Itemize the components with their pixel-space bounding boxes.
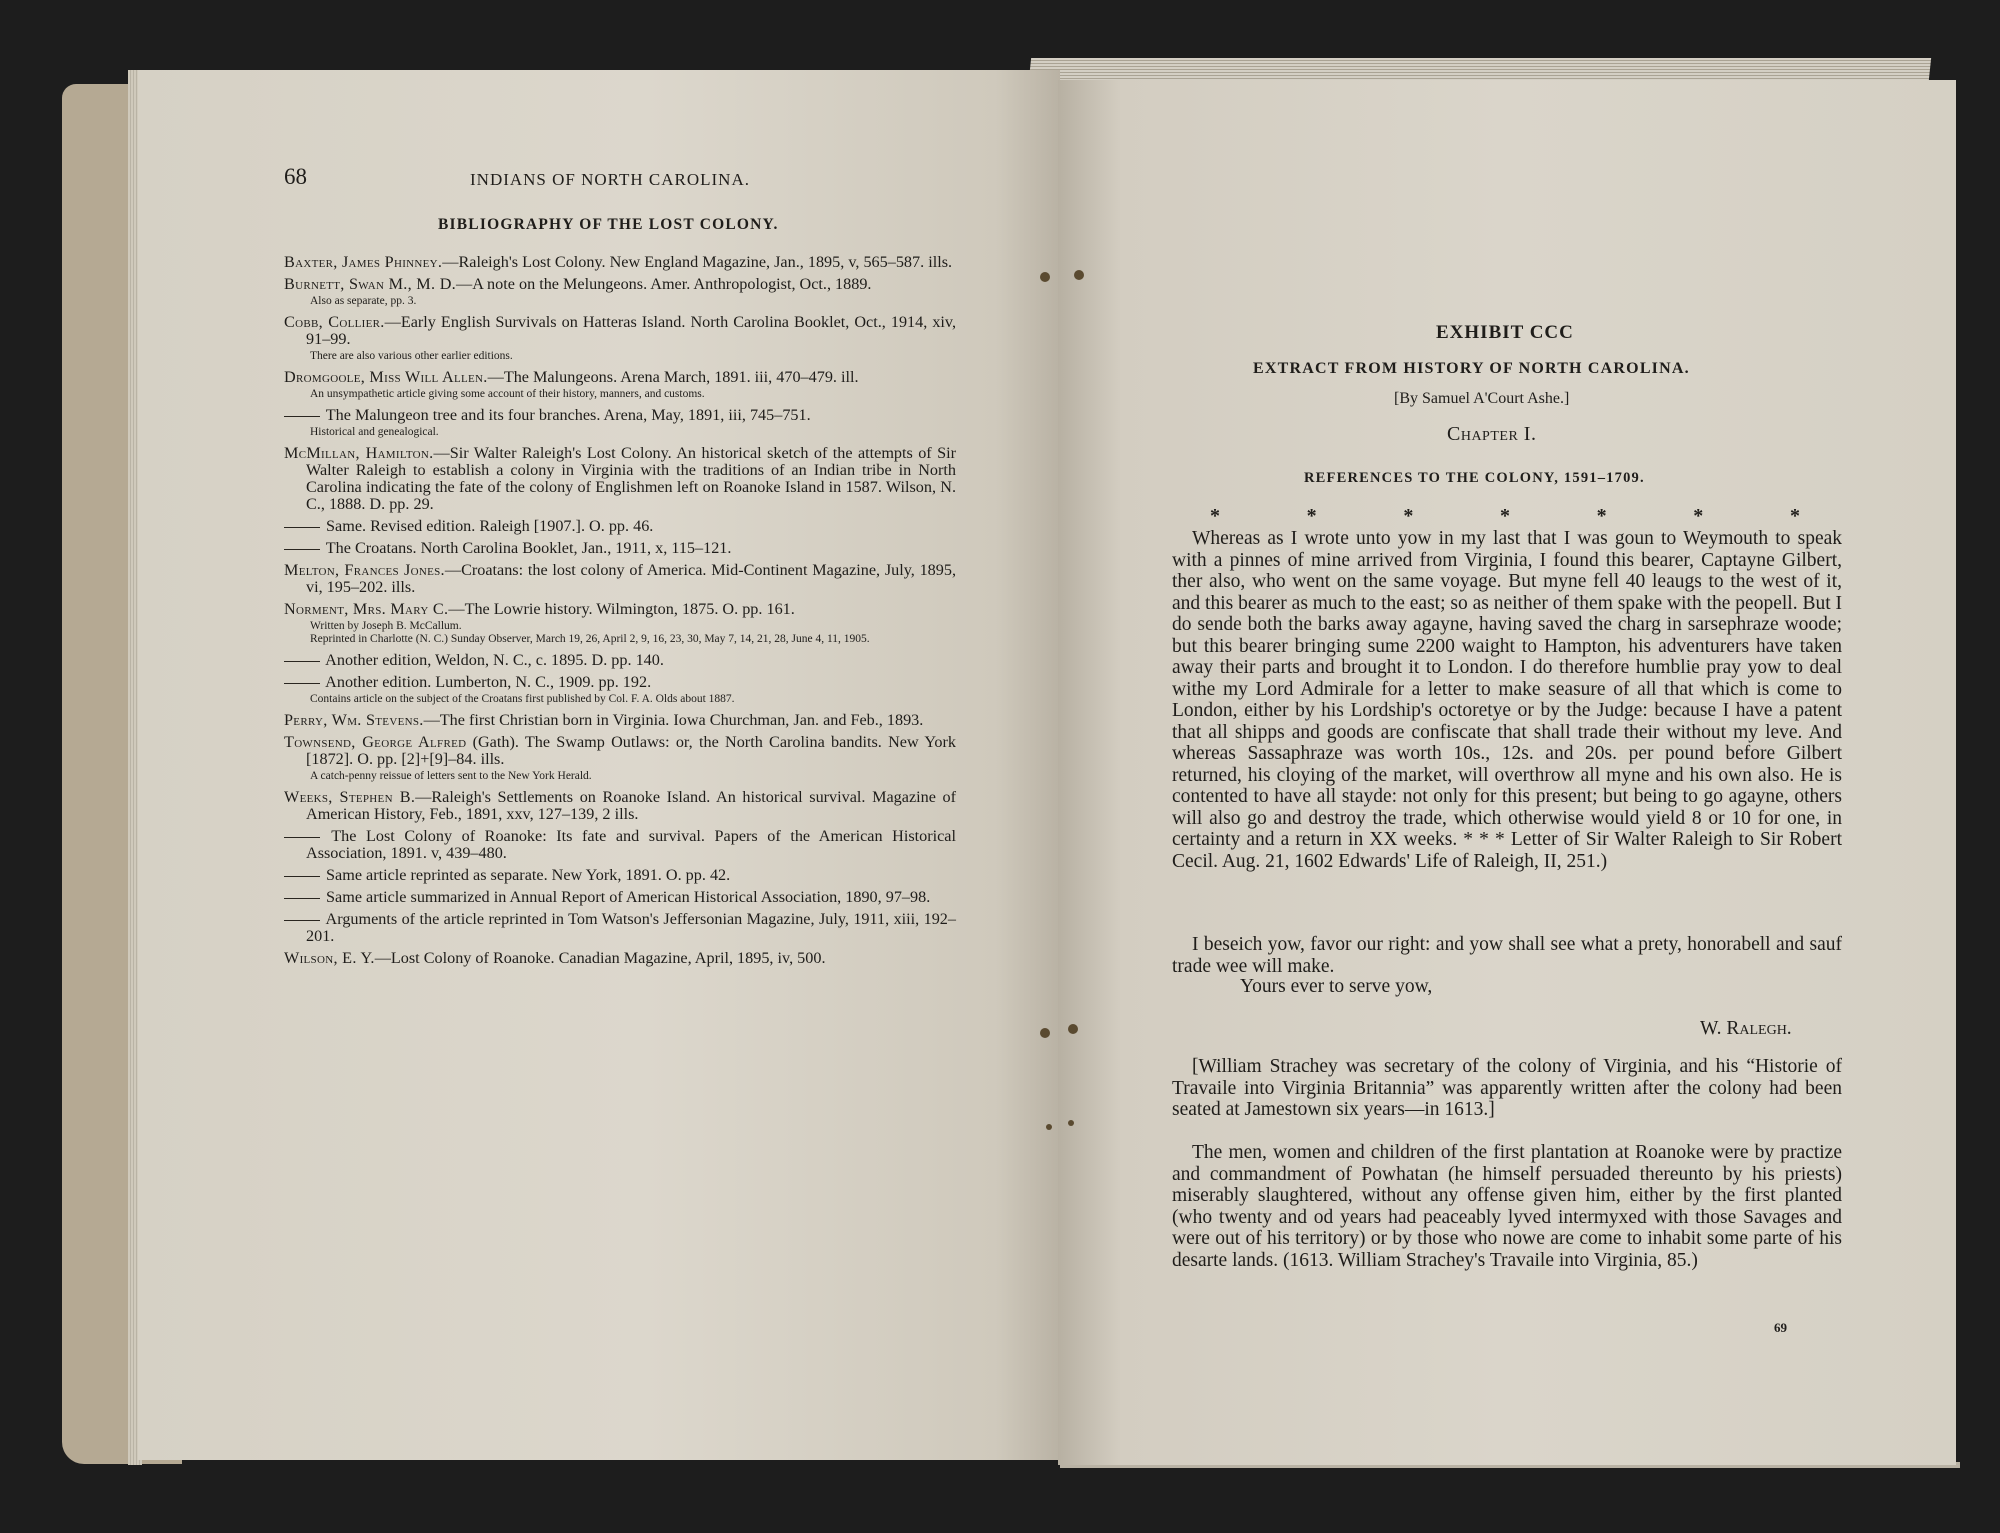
bibliography-entry bbox=[284, 445, 956, 513]
bibliography-list bbox=[284, 254, 956, 972]
entry-text: —Raleigh's Lost Colony. New England Magazine, Jan., 1895, v, 565–587. ills. bbox=[442, 253, 953, 271]
entry-text: —Lost Colony of Roanoke. Canadian Magazine, April, 1895, iv, 500. bbox=[374, 949, 826, 967]
page-number-left: 68 bbox=[284, 164, 307, 189]
page-edges-top-right bbox=[1029, 58, 1931, 80]
running-head: INDIANS OF NORTH CAROLINA. bbox=[470, 170, 750, 189]
ditto-dash bbox=[284, 876, 320, 877]
raleigh-letter-closing-paragraph: I beseich yow, favor our right: and yow shall see what a prety, honorabell and sauf trade wee will make. bbox=[1172, 934, 1842, 977]
entry-note: Historical and genealogical. bbox=[310, 426, 439, 438]
references-heading: REFERENCES TO THE COLONY, 1591–1709. bbox=[1304, 470, 1645, 486]
ditto-dash bbox=[284, 549, 320, 550]
bibliography-entry bbox=[284, 276, 956, 293]
entry-author: Norment, Mrs. Mary C. bbox=[284, 600, 449, 618]
entry-author: McMillan, Hamilton. bbox=[284, 444, 434, 462]
bibliography-entry bbox=[284, 562, 956, 596]
binding-stitch bbox=[1040, 1028, 1050, 1038]
star-mark: * bbox=[1306, 505, 1317, 527]
binding-stitch bbox=[1040, 272, 1050, 282]
entry-text: The Malungeon tree and its four branches. Arena, May, 1891, iii, 745–751. bbox=[325, 406, 811, 424]
entry-author: Wilson, E. Y. bbox=[284, 949, 375, 967]
entry-note: There are also various other earlier editions. bbox=[310, 350, 513, 362]
entry-author: Townsend, George Alfred bbox=[284, 733, 467, 751]
entry-note: Also as separate, pp. 3. bbox=[310, 295, 417, 307]
binding-stitch bbox=[1074, 270, 1084, 280]
entry-text: Same. Revised edition. Raleigh [1907.]. O. pp. 46. bbox=[326, 517, 654, 535]
section-title: BIBLIOGRAPHY OF THE LOST COLONY. bbox=[438, 216, 779, 233]
star-mark: * bbox=[1789, 505, 1800, 527]
entry-author: Baxter, James Phinney. bbox=[284, 253, 443, 271]
ellipsis-stars bbox=[1210, 505, 1800, 528]
bibliography-entry bbox=[284, 867, 956, 884]
entry-author: Melton, Frances Jones. bbox=[284, 561, 445, 579]
binding-stitch bbox=[1068, 1024, 1078, 1034]
star-mark: * bbox=[1210, 505, 1220, 527]
signature: W. Ralegh. bbox=[1700, 1018, 1792, 1039]
letter-valediction: Yours ever to serve yow, bbox=[1240, 976, 1433, 997]
entry-author: Perry, Wm. Stevens. bbox=[284, 711, 424, 729]
extract-subtitle: EXTRACT FROM HISTORY OF NORTH CAROLINA. bbox=[1253, 360, 1690, 377]
bibliography-entry bbox=[284, 254, 956, 271]
binding-stitch bbox=[1046, 1124, 1052, 1130]
bibliography-entry bbox=[284, 950, 956, 967]
star-mark: * bbox=[1403, 505, 1414, 527]
star-mark: * bbox=[1693, 505, 1704, 527]
author-attribution: [By Samuel A'Court Ashe.] bbox=[1394, 390, 1570, 407]
bibliography-entry bbox=[284, 652, 956, 669]
page-number-right: 69 bbox=[1774, 1320, 1787, 1335]
bibliography-entry bbox=[284, 407, 956, 424]
bibliography-entry bbox=[284, 540, 956, 557]
entry-text: The Lost Colony of Roanoke: Its fate and survival. Papers of the American Historical Association, 1891. v, 439–480. bbox=[306, 827, 956, 862]
entry-note: Contains article on the subject of the Croatans first published by Col. F. A. Olds about 1887. bbox=[310, 693, 735, 705]
ditto-dash bbox=[284, 527, 320, 528]
ditto-dash bbox=[284, 416, 320, 417]
entry-text: —The Malungeons. Arena March, 1891. iii, 470–479. ill. bbox=[487, 368, 859, 386]
entry-text: Another edition. Lumberton, N. C., 1909. pp. 192. bbox=[325, 673, 652, 691]
strachey-note-paragraph: [William Strachey was secretary of the colony of Virginia, and his “Historie of Travaile into Virginia Britannia” was apparently written after the colony had been seated at Jamestown six years—in 1613.] bbox=[1172, 1056, 1842, 1120]
entry-text: The Croatans. North Carolina Booklet, Jan., 1911, x, 115–121. bbox=[325, 539, 732, 557]
chapter-heading: Chapter I. bbox=[1447, 423, 1537, 445]
entry-author: Cobb, Collier. bbox=[284, 313, 385, 331]
exhibit-title: EXHIBIT CCC bbox=[1436, 322, 1574, 343]
entry-text: Arguments of the article reprinted in Tom Watson's Jeffersonian Magazine, July, 1911, xiii, 192–201. bbox=[306, 910, 956, 945]
entry-text: Another edition, Weldon, N. C., c. 1895. D. pp. 140. bbox=[325, 651, 664, 669]
entry-note: A catch-penny reissue of letters sent to the New York Herald. bbox=[310, 770, 592, 782]
entry-text: —A note on the Melungeons. Amer. Anthropologist, Oct., 1889. bbox=[456, 275, 872, 293]
entry-text: —The Lowrie history. Wilmington, 1875. O. pp. 161. bbox=[448, 600, 795, 618]
ditto-dash bbox=[284, 683, 320, 684]
bibliography-entry bbox=[284, 734, 956, 768]
bibliography-entry bbox=[284, 712, 956, 729]
bibliography-entry bbox=[284, 889, 956, 906]
entry-text: Same article reprinted as separate. New York, 1891. O. pp. 42. bbox=[326, 866, 731, 884]
ditto-dash bbox=[284, 920, 320, 921]
ditto-dash bbox=[284, 661, 320, 662]
entry-note: An unsympathetic article giving some account of their history, manners, and customs. bbox=[310, 388, 705, 400]
entry-author: Weeks, Stephen B. bbox=[284, 788, 416, 806]
bibliography-entry bbox=[284, 369, 956, 386]
entry-author: Burnett, Swan M., M. D. bbox=[284, 275, 457, 293]
entry-text: —Raleigh's Settlements on Roanoke Island. An historical survival. Magazine of American History, Feb., 1891, xxv, 127–139, 2 ills. bbox=[306, 788, 957, 823]
bibliography-entry bbox=[284, 789, 956, 823]
star-mark: * bbox=[1596, 505, 1607, 527]
bibliography-entry bbox=[284, 518, 956, 535]
entry-text: —Sir Walter Raleigh's Lost Colony. An historical sketch of the attempts of Sir Walter Raleigh to establish a colony in Virginia with the traditions of an Indian tribe in North Carolina indicating the fate of the colony of Englishmen left on Roanoke Island in 1587. Wilson, N. C., 1888. D. pp. 29. bbox=[306, 444, 956, 513]
bibliography-entry bbox=[284, 911, 956, 945]
bibliography-entry bbox=[284, 674, 956, 691]
entry-author: Dromgoole, Miss Will Allen. bbox=[284, 368, 488, 386]
bibliography-entry bbox=[284, 828, 956, 862]
entry-text: (Gath). The Swamp Outlaws: or, the North Carolina bandits. New York [1872]. O. pp. [2]+[9]–84. ills. bbox=[306, 733, 956, 768]
binding-stitch bbox=[1068, 1120, 1074, 1126]
entry-note: Written by Joseph B. McCallum. Reprinted in Charlotte (N. C.) Sunday Observer, March 19, 26, April 2, 9, 16, 23, 30, May 7, 14, 21, 28, June 4, 11, 1905. bbox=[310, 620, 870, 645]
ditto-dash bbox=[284, 898, 320, 899]
strachey-extract-paragraph: The men, women and children of the first plantation at Roanoke were by practize and commandment of Powhatan (he himself persuaded thereunto by his priests) miserably slaughtered, without any offense given him, either by the first planted (who twenty and od years had peaceably lyved intermyxed with those Savages and were out of his territory) or by those who nowe are come to inhabit some parte of his desarte lands. (1613. William Strachey's Travaile into Virginia, 85.) bbox=[1172, 1142, 1842, 1271]
entry-text: —The first Christian born in Virginia. Iowa Churchman, Jan. and Feb., 1893. bbox=[423, 711, 924, 729]
ditto-dash bbox=[284, 837, 320, 838]
bibliography-entry bbox=[284, 601, 956, 618]
entry-text: Same article summarized in Annual Report of American Historical Association, 1890, 97–98. bbox=[326, 888, 931, 906]
raleigh-letter-paragraph: Whereas as I wrote unto yow in my last that I was goun to Weymouth to speak with a pinnes of mine arrived from Virginia, I found this bearer, Captayne Gilbert, ther also, who went on the same voyage. But myne fell 40 leaugs to the west of it, and this bearer as much to the east; so as neither of them spake with the peopell. But I do sende both the barks away agayne, having saved the charg in sarsephraze woode; but this bearer bringing sume 2200 waight to Hampton, his adventurers have taken away their parts and brought it to London. I do therefore humblie pray yow to deal withe my Lord Admirale for a letter to make seasure of all that which is come to London, either by his Lordship's octoretye or by the Judge: because I have a patent that all shipps and goods are confiscate that shall trade their without my leve. And whereas Sassaphraze was worth 10s., 12s. and 20s. per pound before Gilbert returned, his cloying of the market, will overthrow all myne and his own also. He is contented to have all stayde: not only for this present; but being to go agayne, others will also go and destroy the trade, which otherwise would yield 8 or 10 for one, in certainty and a return in XX weeks. * * * Letter of Sir Walter Raleigh to Sir Robert Cecil. Aug. 21, 1602 Edwards' Life of Raleigh, II, 251.) bbox=[1172, 528, 1842, 872]
star-mark: * bbox=[1499, 505, 1510, 527]
bibliography-entry bbox=[284, 314, 956, 348]
entry-text: —Croatans: the lost colony of America. Mid-Continent Magazine, July, 1895, vi, 195–202. ills. bbox=[306, 561, 956, 596]
entry-text: —Early English Survivals on Hatteras Island. North Carolina Booklet, Oct., 1914, xiv, 91–99. bbox=[306, 313, 957, 348]
